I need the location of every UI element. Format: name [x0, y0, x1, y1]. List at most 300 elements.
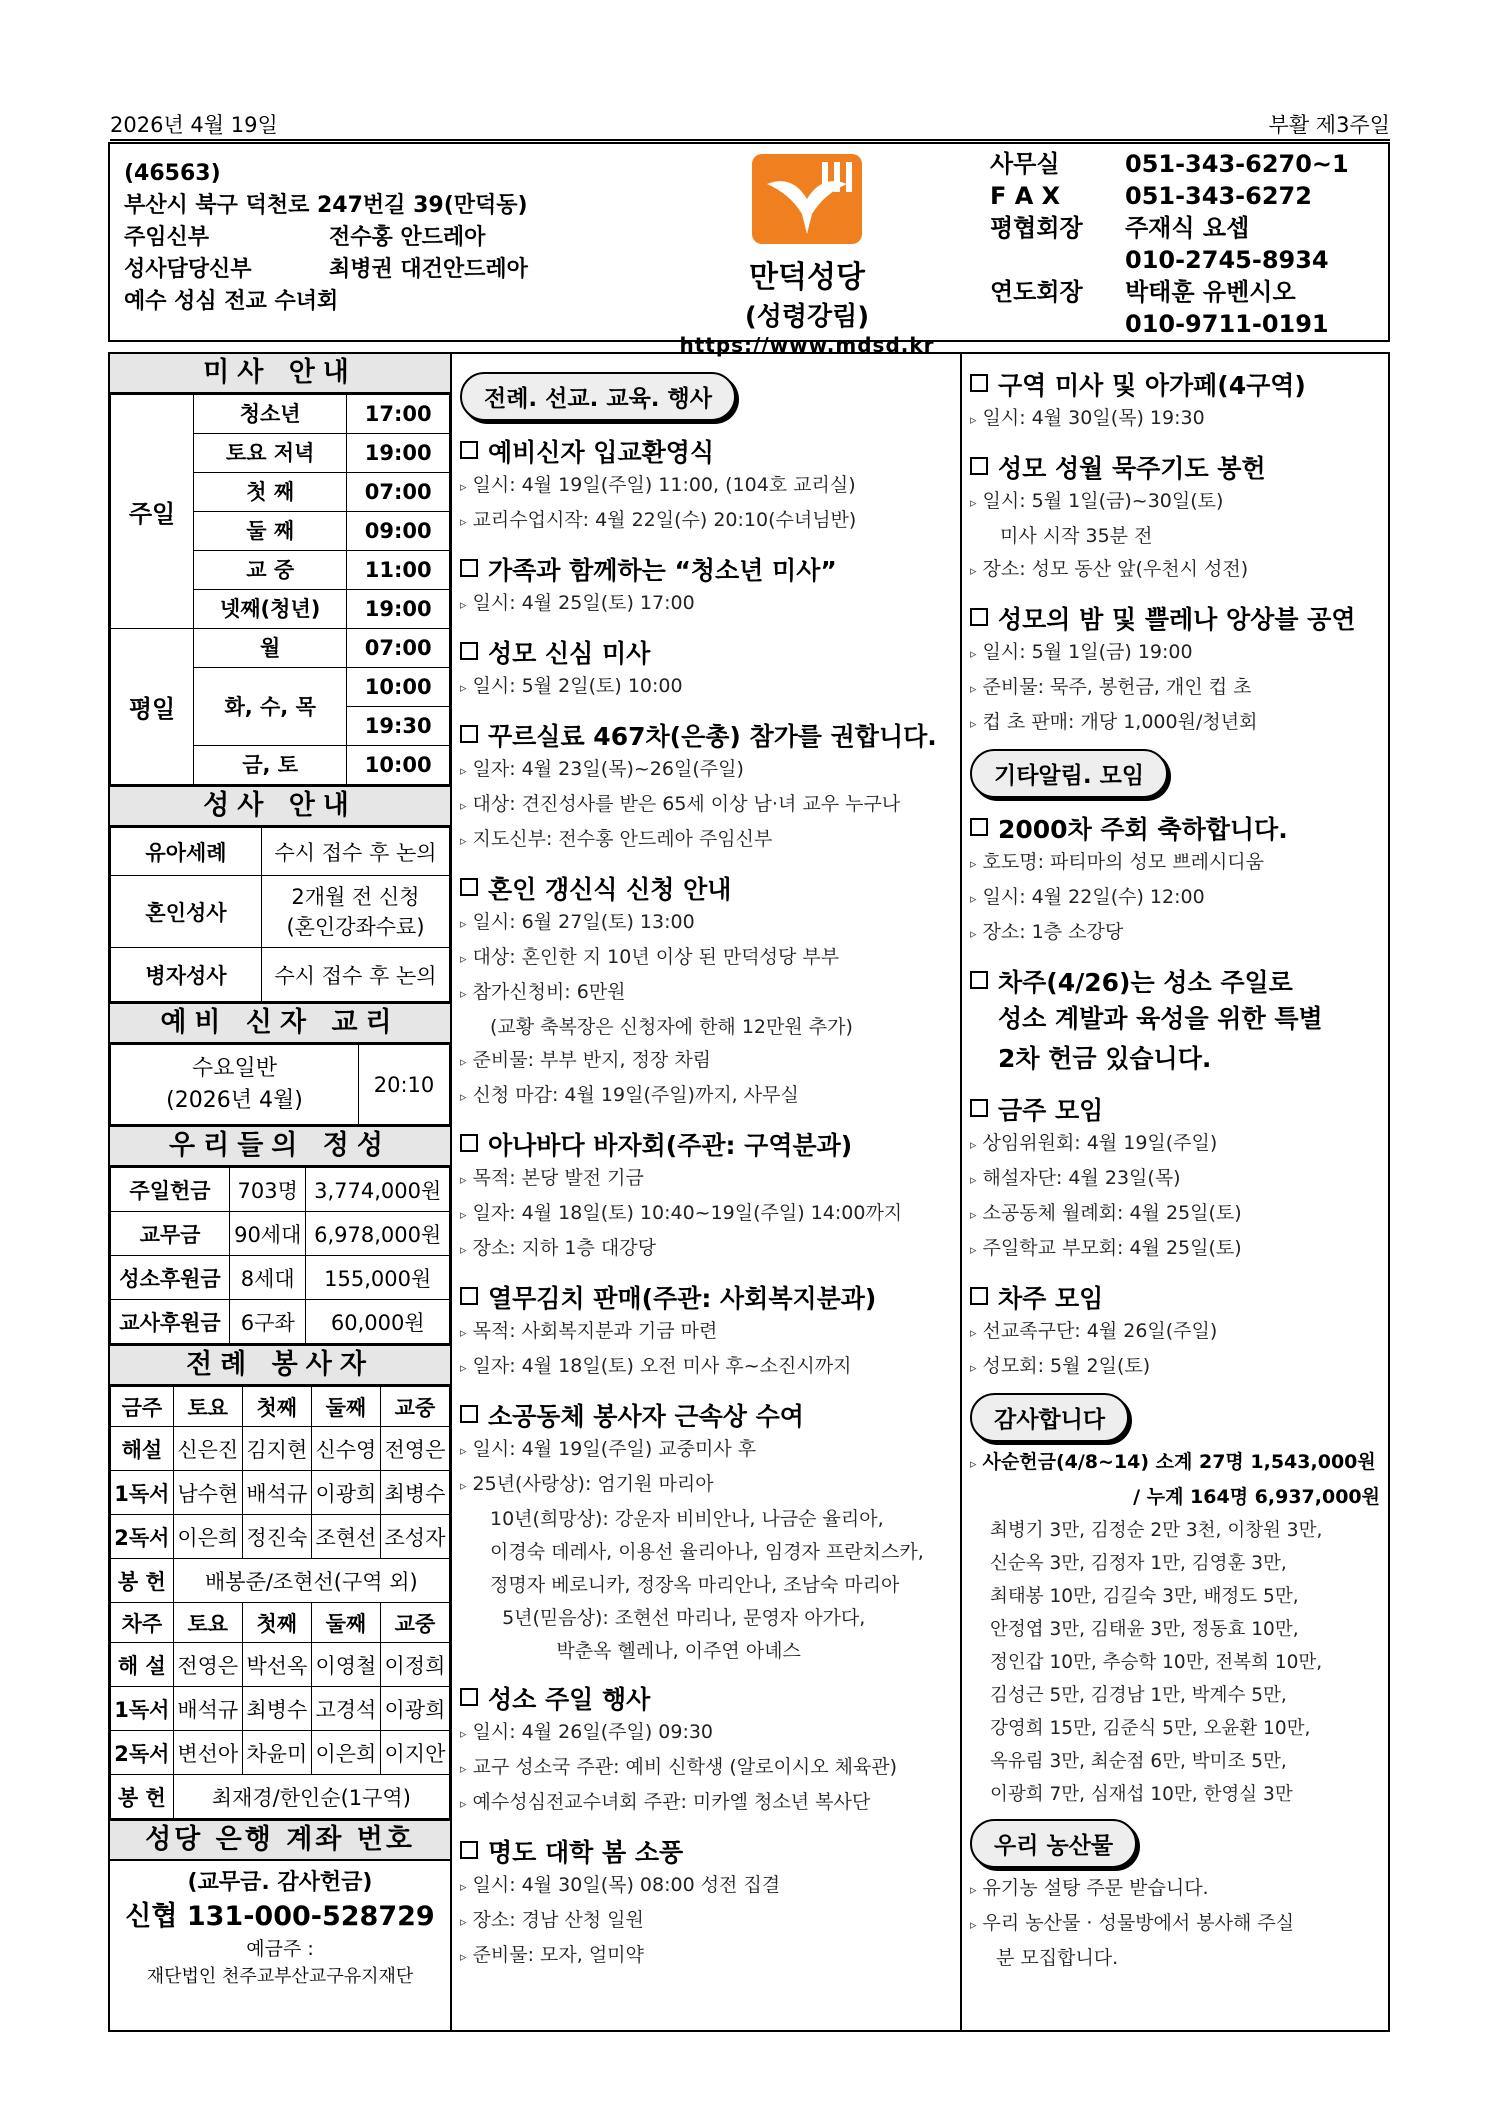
item-detail-text: 유기농 설탕 주문 받습니다.	[982, 1877, 1209, 1899]
fax-number: 051-343-6272	[1125, 182, 1312, 210]
middle-column	[450, 354, 962, 2030]
server-name: 신은진	[173, 1427, 242, 1471]
item-heading	[460, 870, 960, 906]
yeondo-label: 연도회장	[990, 278, 1083, 306]
triangle-bullet-icon: ▹	[970, 717, 977, 732]
server-name: 고경석	[311, 1687, 380, 1731]
triangle-bullet-icon: ▹	[460, 515, 467, 530]
mass-slot: 화, 수, 목	[194, 668, 347, 746]
farm-pill: 우리 농산물	[970, 1819, 1137, 1868]
triangle-bullet-icon: ▹	[460, 598, 467, 613]
item-detail-text: 소공동체 월례회: 4월 25일(토)	[982, 1202, 1242, 1224]
servers-head: 교중	[380, 1603, 449, 1643]
item-detail-text: 장소: 지하 1층 대강당	[472, 1237, 656, 1259]
item-detail-text: 선교족구단: 4월 26일(주일)	[982, 1320, 1218, 1342]
sacrament-priest-row	[124, 254, 528, 286]
triangle-bullet-icon: ▹	[460, 1173, 467, 1188]
mass-slot: 둘 째	[194, 512, 347, 551]
bank-account: 신협 131-000-528729	[125, 1901, 435, 1932]
triangle-bullet-icon: ▹	[970, 1208, 977, 1223]
sacrament-name: 유아세례	[111, 828, 262, 876]
triangle-bullet-icon: ▹	[970, 413, 977, 428]
triangle-bullet-icon: ▹	[460, 1444, 467, 1459]
item-detail-text: 일시: 5월 1일(금) 19:00	[982, 641, 1193, 663]
item-detail	[460, 1602, 960, 1635]
triangle-bullet-icon: ▹	[460, 1361, 467, 1376]
item-detail-text: 대상: 견진성사를 받은 65세 이상 남·녀 교우 누구나	[472, 793, 901, 815]
item-detail	[970, 553, 1390, 588]
triangle-bullet-icon: ▹	[970, 1243, 977, 1258]
street-address: 부산시 북구 덕천로 247번길 39(만덕동)	[124, 193, 528, 218]
item-heading	[460, 634, 960, 670]
item-heading-text: 차주(4/26)는 성소 주일로	[998, 968, 1293, 997]
bank-purpose: (교무금. 감사헌금)	[187, 1870, 373, 1895]
mass-slot: 첫 째	[194, 473, 347, 512]
triangle-bullet-icon: ▹	[460, 987, 467, 1002]
item-detail	[970, 1872, 1390, 1907]
triangle-bullet-icon: ▹	[970, 1918, 977, 1933]
item-heading-text: 예비신자 입교환영식	[488, 438, 715, 467]
office-label: 사무실	[990, 150, 1060, 178]
convent-name: 예수 성심 전교 수녀회	[124, 289, 339, 314]
item-detail	[460, 1232, 960, 1267]
server-role: 봉 헌	[111, 1775, 174, 1819]
priest-row	[124, 222, 528, 254]
item-detail	[460, 976, 960, 1011]
item-detail-text: 예수성심전교수녀회 주관: 미카엘 청소년 복사단	[472, 1791, 871, 1813]
server-name: 박선옥	[242, 1643, 311, 1687]
item-heading	[970, 810, 1390, 846]
server-name: 이광희	[380, 1687, 449, 1731]
mass-slot: 넷째(청년)	[194, 590, 347, 629]
mass-slot: 교 중	[194, 551, 347, 590]
liturgy-pill: 전례. 선교. 교육. 행사	[460, 372, 736, 421]
item-detail	[460, 1536, 960, 1569]
offering-type: 교사후원금	[111, 1300, 230, 1344]
server-role: 봉 헌	[111, 1559, 174, 1603]
offering-count: 8세대	[230, 1256, 306, 1300]
thanks-names: 옥유림 3만, 최순점 6만, 박미조 5만,	[990, 1751, 1287, 1772]
checkbox-square-icon	[970, 971, 988, 989]
thanks-total: / 누계 164명 6,937,000원	[1133, 1486, 1380, 1508]
item-detail-text: 일자: 4월 18일(토) 오전 미사 후~소진시까지	[472, 1355, 852, 1377]
offering-type: 주일헌금	[111, 1168, 230, 1212]
item-detail-text: 신청 마감: 4월 19일(주일)까지, 사무실	[472, 1084, 799, 1106]
item-detail-text: 일시: 5월 1일(금)~30일(토)	[982, 490, 1224, 512]
checkbox-square-icon	[460, 559, 478, 577]
item-detail	[460, 1468, 960, 1503]
item-detail	[460, 1315, 960, 1350]
thanks-names: 최병기 3만, 김정순 2만 3천, 이창원 3만,	[990, 1520, 1323, 1541]
right-column	[960, 354, 1390, 2030]
parish-info-box	[108, 142, 1390, 357]
thanks-names: 강영희 15만, 김준식 5만, 오윤환 10만,	[990, 1718, 1311, 1739]
sacrament-name: 병자성사	[111, 948, 262, 1002]
server-name: 배봉준/조현선(구역 외)	[173, 1559, 449, 1603]
item-detail	[460, 587, 960, 622]
church-name: 만덕성당	[749, 260, 865, 295]
item-heading-text: 금주 모임	[998, 1096, 1104, 1125]
farm-pill-wrap	[970, 1819, 1390, 1868]
item-detail	[460, 1635, 960, 1668]
server-role: 해 설	[111, 1643, 174, 1687]
farm-detail: 분 모집합니다.	[996, 1947, 1119, 1969]
mass-time: 10:00	[347, 668, 450, 707]
item-heading-text: 혼인 갱신식 신청 안내	[488, 875, 732, 904]
weekday-label: 평일	[111, 629, 194, 785]
item-detail-text: 일시: 4월 19일(주일) 11:00, (104호 교리실)	[472, 474, 856, 496]
offering-amount: 6,978,000원	[306, 1212, 450, 1256]
priest-label: 주임신부	[124, 225, 210, 250]
servers-head: 교중	[380, 1387, 449, 1427]
item-detail-text: 지도신부: 전수홍 안드레아 주임신부	[472, 828, 773, 850]
item-detail	[970, 671, 1390, 706]
item-detail	[460, 1716, 960, 1751]
item-detail	[970, 916, 1390, 951]
dove-logo-icon	[752, 154, 862, 244]
sacrament-name: 혼인성사	[111, 876, 262, 948]
thanks-names: 이광희 7만, 심재섭 10만, 한영실 3만	[990, 1784, 1293, 1805]
zip-code: (46563)	[124, 161, 221, 186]
item-detail	[970, 485, 1390, 520]
church-feast: (성령강림)	[744, 302, 870, 332]
item-heading	[970, 1279, 1390, 1315]
server-name: 조성자	[380, 1515, 449, 1559]
servers-head: 둘째	[311, 1603, 380, 1643]
mass-table	[110, 394, 450, 785]
catechism-time: 20:10	[359, 1045, 450, 1125]
triangle-bullet-icon: ▹	[460, 764, 467, 779]
item-detail	[970, 402, 1390, 437]
item-detail	[460, 1162, 960, 1197]
liturgy-pill-wrap	[460, 372, 960, 421]
mass-slot: 월	[194, 629, 347, 668]
servers-head: 첫째	[242, 1387, 311, 1427]
server-name: 배석규	[173, 1687, 242, 1731]
item-heading	[460, 1397, 960, 1433]
item-heading-text: 성모 성월 묵주기도 봉헌	[998, 454, 1266, 483]
item-heading-text: 구역 미사 및 아가페(4구역)	[998, 371, 1306, 400]
item-heading	[970, 449, 1390, 485]
item-heading	[970, 963, 1390, 999]
mass-time: 17:00	[347, 395, 450, 434]
triangle-bullet-icon: ▹	[460, 834, 467, 849]
triangle-bullet-icon: ▹	[970, 1326, 977, 1341]
liturgical-week: 부활 제3주일	[1268, 113, 1390, 137]
server-name: 김지현	[242, 1427, 311, 1471]
item-detail	[460, 1433, 960, 1468]
checkbox-square-icon	[460, 1841, 478, 1859]
item-detail-text: 10년(희망상): 강운자 비비안나, 나금순 율리아,	[490, 1508, 884, 1530]
server-name: 이지안	[380, 1731, 449, 1775]
checkbox-square-icon	[460, 642, 478, 660]
item-detail	[460, 906, 960, 941]
triangle-bullet-icon: ▹	[970, 1361, 977, 1376]
item-detail	[460, 788, 960, 823]
triangle-bullet-icon: ▹	[460, 1208, 467, 1223]
triangle-bullet-icon: ▹	[460, 952, 467, 967]
item-detail	[970, 1315, 1390, 1350]
item-detail-text: 일시: 4월 26일(주일) 09:30	[472, 1721, 714, 1743]
thanks-summary	[970, 1446, 1390, 1481]
council-label: 평협회장	[990, 214, 1083, 242]
triangle-bullet-icon: ▹	[970, 927, 977, 942]
server-name: 이영철	[311, 1643, 380, 1687]
triangle-bullet-icon: ▹	[970, 1457, 977, 1472]
item-detail-text: 일자: 4월 23일(목)~26일(주일)	[472, 758, 744, 780]
item-detail-text: 컵 초 판매: 개당 1,000원/청년회	[982, 711, 1258, 733]
item-detail-text: 일시: 5월 2일(토) 10:00	[472, 675, 683, 697]
offering-type: 성소후원금	[111, 1256, 230, 1300]
triangle-bullet-icon: ▹	[970, 857, 977, 872]
item-detail	[460, 1869, 960, 1904]
item-detail	[460, 1569, 960, 1602]
item-detail	[460, 1079, 960, 1114]
yeondo-name: 박태훈 유벤시오	[1125, 278, 1296, 306]
item-detail-text: 일시: 4월 30일(목) 08:00 성전 집결	[472, 1874, 781, 1896]
server-name: 남수현	[173, 1471, 242, 1515]
server-role: 2독서	[111, 1515, 174, 1559]
checkbox-square-icon	[970, 818, 988, 836]
office-phone: 051-343-6270~1	[1125, 150, 1349, 178]
triangle-bullet-icon: ▹	[970, 682, 977, 697]
server-role: 2독서	[111, 1731, 174, 1775]
item-detail-text: 목적: 사회복지분과 기금 마련	[472, 1320, 718, 1342]
item-heading-text: 성소 주일 행사	[488, 1685, 651, 1714]
priest-name: 전수홍 안드레아	[329, 225, 486, 250]
notice-line: 성소 계발과 육성을 위한 특별	[998, 1004, 1323, 1033]
item-heading	[460, 1126, 960, 1162]
item-heading	[460, 1279, 960, 1315]
blank-label	[990, 308, 1125, 340]
council-name: 주재식 요셉	[1125, 214, 1250, 242]
item-heading-text: 소공동체 봉사자 근속상 수여	[488, 1402, 804, 1431]
server-name: 이은희	[173, 1515, 242, 1559]
checkbox-square-icon	[460, 1405, 478, 1423]
item-detail	[460, 1904, 960, 1939]
server-name: 전영은	[380, 1427, 449, 1471]
council-phone: 010-2745-8934	[1125, 246, 1329, 274]
item-detail	[970, 520, 1390, 553]
item-detail	[970, 1197, 1390, 1232]
item-detail	[460, 1044, 960, 1079]
checkbox-square-icon	[460, 725, 478, 743]
notice-pill: 기타알림. 모임	[970, 749, 1168, 798]
item-heading-text: 아나바다 바자회(주관: 구역분과)	[488, 1131, 853, 1160]
notice-line: 2차 헌금 있습니다.	[998, 1044, 1212, 1073]
contact-block	[990, 148, 1349, 340]
item-detail-text: 준비물: 묵주, 봉헌금, 개인 컵 초	[982, 676, 1252, 698]
item-detail	[460, 1751, 960, 1786]
yeondo-phone: 010-9711-0191	[1125, 310, 1329, 338]
item-detail	[970, 1162, 1390, 1197]
item-detail-text: 교구 성소국 주관: 예비 신학생 (알로이시오 체육관)	[472, 1756, 898, 1778]
blank-label	[990, 244, 1125, 276]
item-detail-text: 성모회: 5월 2일(토)	[982, 1355, 1151, 1377]
item-detail	[970, 846, 1390, 881]
item-detail-text: 박춘옥 헬레나, 이주연 아녜스	[490, 1640, 801, 1662]
item-detail	[460, 1939, 960, 1974]
item-detail	[460, 1197, 960, 1232]
checkbox-square-icon	[460, 1688, 478, 1706]
triangle-bullet-icon: ▹	[970, 1173, 977, 1188]
sacrament-note: 2개월 전 신청 (혼인강좌수료)	[262, 876, 450, 948]
item-detail-text: 목적: 본당 발전 기금	[472, 1167, 644, 1189]
item-detail-text: 일시: 4월 22일(수) 12:00	[982, 886, 1205, 908]
catechism-table	[110, 1044, 450, 1125]
triangle-bullet-icon: ▹	[460, 1479, 467, 1494]
item-detail-text: 우리 농산물 · 성물방에서 봉사해 주실	[982, 1912, 1295, 1934]
mass-time: 07:00	[347, 473, 450, 512]
item-detail	[970, 1907, 1390, 1942]
item-detail	[970, 881, 1390, 916]
triangle-bullet-icon: ▹	[460, 1950, 467, 1965]
triangle-bullet-icon: ▹	[460, 681, 467, 696]
checkbox-square-icon	[970, 1287, 988, 1305]
item-heading	[970, 366, 1390, 402]
triangle-bullet-icon: ▹	[460, 1762, 467, 1777]
item-detail-text: 장소: 1층 소강당	[982, 921, 1124, 943]
triangle-bullet-icon: ▹	[970, 564, 977, 579]
item-heading	[970, 600, 1390, 636]
triangle-bullet-icon: ▹	[970, 1138, 977, 1153]
item-detail-text: 미사 시작 35분 전	[1000, 525, 1153, 547]
item-detail-text: 대상: 혼인한 지 10년 이상 된 만덕성당 부부	[472, 946, 840, 968]
mass-slot: 청소년	[194, 395, 347, 434]
item-detail-text: (교황 축복장은 신청자에 한해 12만원 추가)	[490, 1016, 853, 1038]
item-detail	[460, 469, 960, 504]
item-heading-text: 꾸르실료 467차(은총) 참가를 권합니다.	[488, 722, 937, 751]
servers-head: 토요	[173, 1387, 242, 1427]
triangle-bullet-icon: ▹	[970, 647, 977, 662]
triangle-bullet-icon: ▹	[460, 799, 467, 814]
item-heading	[460, 1680, 960, 1716]
servers-head: 둘째	[311, 1387, 380, 1427]
item-detail	[460, 1011, 960, 1044]
item-heading-text: 열무김치 판매(주관: 사회복지분과)	[488, 1284, 877, 1313]
mass-time: 19:30	[347, 707, 450, 746]
checkbox-square-icon	[970, 374, 988, 392]
item-detail-text: 주일학교 부모회: 4월 25일(토)	[982, 1237, 1242, 1259]
item-heading-text: 성모 신심 미사	[488, 639, 651, 668]
triangle-bullet-icon: ▹	[460, 1243, 467, 1258]
triangle-bullet-icon: ▹	[460, 1915, 467, 1930]
item-detail-text: 교리수업시작: 4월 22일(수) 20:10(수녀님반)	[472, 509, 857, 531]
offering-amount: 3,774,000원	[306, 1168, 450, 1212]
item-detail-text: 준비물: 모자, 얼미약	[472, 1944, 644, 1966]
thanks-names: 최태봉 10만, 김길숙 3만, 배정도 5만,	[990, 1586, 1299, 1607]
church-logo	[679, 154, 935, 357]
item-detail	[460, 1350, 960, 1385]
notice-pill-wrap	[970, 749, 1390, 798]
item-heading-text: 차주 모임	[998, 1284, 1104, 1313]
triangle-bullet-icon: ▹	[460, 1326, 467, 1341]
mass-time: 07:00	[347, 629, 450, 668]
mass-slot: 토요 저녁	[194, 434, 347, 473]
triangle-bullet-icon: ▹	[460, 1797, 467, 1812]
server-name: 최병수	[380, 1471, 449, 1515]
server-name: 이광희	[311, 1471, 380, 1515]
server-name: 전영은	[173, 1643, 242, 1687]
thanks-names: 신순옥 3만, 김정자 1만, 김영훈 3만,	[990, 1553, 1287, 1574]
bulletin-date: 2026년 4월 19일	[110, 113, 278, 137]
server-role: 해설	[111, 1427, 174, 1471]
item-detail-text: 장소: 경남 산청 일원	[472, 1909, 644, 1931]
triangle-bullet-icon: ▹	[460, 1727, 467, 1742]
church-url[interactable]: https://www.mdsd.kr	[679, 333, 935, 357]
servers-this-week-table	[110, 1386, 450, 1819]
thanks-subtotal: 사순헌금(4/8~14) 소계 27명 1,543,000원	[982, 1451, 1376, 1473]
item-heading	[460, 433, 960, 469]
item-detail-text: 25년(사랑상): 엄기원 마리아	[472, 1473, 714, 1495]
thanks-pill-wrap	[970, 1393, 1390, 1442]
server-name: 조현선	[311, 1515, 380, 1559]
server-name: 이은희	[311, 1731, 380, 1775]
bank-title: 성당 은행 계좌 번호	[110, 1819, 450, 1861]
mass-time: 19:00	[347, 590, 450, 629]
thanks-names: 안정엽 3만, 김태윤 3만, 정동효 10만,	[990, 1619, 1299, 1640]
mass-time: 11:00	[347, 551, 450, 590]
mass-time: 10:00	[347, 746, 450, 785]
item-detail	[460, 1503, 960, 1536]
server-name: 최병수	[242, 1687, 311, 1731]
item-detail-text: 준비물: 부부 반지, 정장 차림	[472, 1049, 712, 1071]
main-content	[108, 352, 1390, 2032]
item-detail-text: 일자: 4월 18일(토) 10:40~19일(주일) 14:00까지	[472, 1202, 903, 1224]
offering-amount: 60,000원	[306, 1300, 450, 1344]
item-detail-text: 일시: 4월 30일(목) 19:30	[982, 407, 1205, 429]
item-detail-text: 상임위원회: 4월 19일(주일)	[982, 1132, 1218, 1154]
server-name: 변선아	[173, 1731, 242, 1775]
item-detail-text: 일시: 4월 25일(토) 17:00	[472, 592, 695, 614]
offering-type: 교무금	[111, 1212, 230, 1256]
sacrament-table	[110, 827, 450, 1002]
checkbox-square-icon	[460, 441, 478, 459]
item-detail-text: 장소: 성모 동산 앞(우천시 성전)	[982, 558, 1249, 580]
item-detail	[460, 753, 960, 788]
item-heading-text: 명도 대학 봄 소풍	[488, 1838, 684, 1867]
mass-slot: 금, 토	[194, 746, 347, 785]
item-detail	[970, 636, 1390, 671]
item-heading-text: 성모의 밤 및 쁠레나 앙상블 공연	[998, 605, 1356, 634]
triangle-bullet-icon: ▹	[970, 1883, 977, 1898]
server-name: 차윤미	[242, 1731, 311, 1775]
mass-time: 19:00	[347, 434, 450, 473]
fax-label: F A X	[990, 182, 1061, 210]
server-name: 정진숙	[242, 1515, 311, 1559]
catechism-title: 예비 신자 교리	[110, 1002, 450, 1044]
triangle-bullet-icon: ▹	[460, 1055, 467, 1070]
checkbox-square-icon	[970, 1099, 988, 1117]
sunday-label: 주일	[111, 395, 194, 629]
item-heading	[460, 1833, 960, 1869]
left-column	[110, 354, 452, 2030]
item-heading-text: 가족과 함께하는 “청소년 미사”	[488, 556, 837, 585]
servers-head: 토요	[173, 1603, 242, 1643]
servers-head: 금주	[111, 1387, 174, 1427]
item-heading-text: 2000차 주회 축하합니다.	[998, 815, 1288, 844]
checkbox-square-icon	[970, 457, 988, 475]
triangle-bullet-icon: ▹	[970, 892, 977, 907]
bank-holder: 재단법인 천주교부산교구유지재단	[146, 1966, 414, 1987]
server-role: 1독서	[111, 1687, 174, 1731]
sacrament-note: 수시 접수 후 논의	[262, 948, 450, 1002]
bulletin-header	[110, 105, 1390, 141]
server-name: 신수영	[311, 1427, 380, 1471]
offering-table	[110, 1167, 450, 1344]
item-detail	[970, 706, 1390, 741]
item-detail	[460, 504, 960, 539]
